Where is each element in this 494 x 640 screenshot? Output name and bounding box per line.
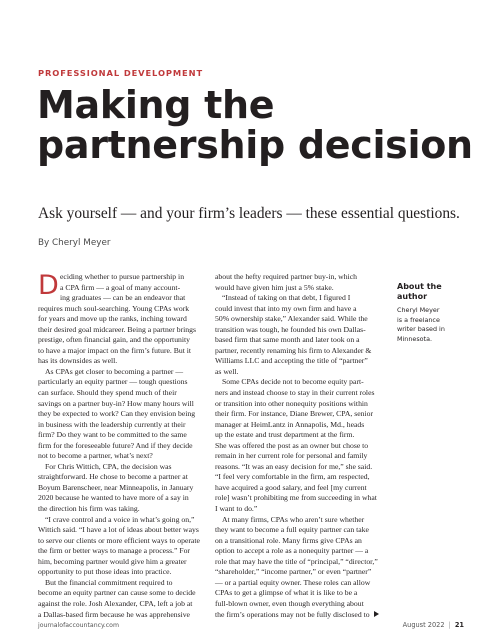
- title-line: Making the: [37, 83, 275, 127]
- body-line: their firm. For instance, Diane Brewer, CPA, senior: [215, 409, 374, 419]
- drop-cap: D: [38, 270, 59, 301]
- body-line: transition was tough, he founded his own Dallas-: [215, 324, 366, 334]
- body-line: they want to become a full equity partner can take: [215, 525, 369, 535]
- body-line: But the financial commitment required to: [45, 577, 173, 587]
- opening-paragraph: [38, 272, 214, 304]
- body-line: “I feel very comfortable in the firm, am respected,: [215, 472, 370, 482]
- body-line: about the hefty required partner buy-in, which: [215, 272, 357, 281]
- body-line: role] wasn’t prohibiting me from succeeding in what: [215, 493, 377, 503]
- author-bio-line: Cheryl Meyer: [397, 306, 440, 314]
- section-label: PROFESSIONAL DEVELOPMENT: [38, 68, 204, 78]
- body-line: or transition into other nonequity positions within: [215, 398, 368, 408]
- body-column-2: [215, 272, 391, 620]
- body-line: for years and move up the ranks, inching toward: [38, 314, 187, 324]
- body-line: up the estate and trust department at the firm.: [215, 430, 355, 440]
- body-line-last: [215, 610, 391, 621]
- article-title: [37, 83, 473, 167]
- byline: By Cheryl Meyer: [38, 238, 111, 248]
- footer-separator: |: [448, 621, 451, 629]
- continue-arrow-icon: [374, 611, 379, 617]
- body-line: to serve our clients or more efficient ways to operate: [38, 535, 200, 545]
- body-line: him, becoming partner would give him a greater: [38, 556, 187, 566]
- body-line: particularly an equity partner — tough questions: [38, 377, 188, 387]
- body-line: has its downsides as well.: [38, 356, 118, 366]
- body-line: requires much soul-searching. Young CPAs work: [38, 303, 190, 313]
- body-line: role that may have the title of “principal,” “director,”: [215, 556, 378, 566]
- body-line: the firm or better ways to manage a process.” For: [38, 546, 190, 556]
- about-author-sidebar: [397, 282, 467, 344]
- body-column-1: [38, 272, 214, 620]
- body-line: would have given him just a 5% stake.: [215, 282, 334, 292]
- body-line: full-blown owner, even though everything about: [215, 598, 364, 608]
- body-line: not to become a partner, what’s next?: [38, 451, 153, 461]
- issue-date: August 2022: [402, 621, 445, 629]
- author-bio-line: writer based in: [397, 325, 445, 333]
- body-line: firm for the foreseeable future? And if they decide: [38, 440, 193, 450]
- body-line: Williams LLC and accepting the title of “partner”: [215, 356, 368, 366]
- author-bio-line: is a freelance: [397, 315, 440, 324]
- body-line: straightforward. He chose to become a partner at: [38, 472, 188, 482]
- body-line: based firm that same month and later took on a: [215, 335, 360, 345]
- body-line: I want to do.”: [215, 504, 258, 514]
- body-line: as well.: [215, 366, 239, 376]
- body-line: to have a major impact on the firm’s future. But it: [38, 345, 192, 355]
- body-line: ing graduates — can be an endeavor that: [60, 293, 186, 303]
- article-subtitle: Ask yourself — and your firm’s leaders — these essential questions.: [38, 205, 460, 222]
- body-line: firm? Do they want to be committed to the same: [38, 430, 187, 440]
- body-line: have acquired a good salary, and feel [my current: [215, 482, 367, 492]
- body-line: a Dallas-based firm because he was apprehensive: [38, 609, 190, 619]
- body-line: “Instead of taking on that debt, I figured I: [222, 293, 351, 303]
- body-line: CPAs to get a glimpse of what it is like to be a: [215, 588, 358, 598]
- body-line: prestige, often financial gain, and the opportunity: [38, 335, 190, 345]
- body-line: For Chris Wittich, CPA, the decision was: [45, 461, 172, 471]
- body-line: become an equity partner can cause some to decide: [38, 588, 196, 598]
- body-line: savings on a partner buy-in? How many hours will: [38, 398, 194, 408]
- footer-issue-info: [403, 621, 464, 629]
- body-line: She was offered the post as an owner but chose to: [215, 440, 369, 450]
- author-bio-line: Minnesota.: [397, 334, 433, 343]
- body-line: At many firms, CPAs who aren’t sure whether: [222, 514, 365, 524]
- footer-website: journalofaccountancy.com: [38, 622, 119, 629]
- title-line: partnership decision: [37, 123, 473, 167]
- body-line: their desired goal midcareer. Being a partner brings: [38, 324, 196, 334]
- body-line: — or a partial equity owner. These roles can allow: [215, 577, 371, 587]
- author-bio: [397, 306, 467, 344]
- body-line: “I crave control and a voice in what’s going on,”: [45, 514, 195, 524]
- body-line: ners and instead choose to stay in their current roles: [215, 388, 375, 398]
- body-line: opportunity to put those ideas into practice.: [38, 567, 172, 577]
- body-line: option to accept a role as a nonequity partner — a: [215, 546, 369, 556]
- body-line: Wittich said. “I have a lot of ideas about better ways: [38, 525, 199, 535]
- body-line: reasons. “It was an easy decision for me,” she said.: [215, 461, 373, 471]
- sidebar-title: [397, 282, 467, 302]
- body-line-text: the firm’s operations may not be fully disclosed to: [215, 609, 370, 619]
- body-line: against the role. Josh Alexander, CPA, left a job at: [38, 598, 193, 608]
- body-line: Boyum Barenscheer, near Minneapolis, in January: [38, 482, 194, 492]
- body-line: the direction his firm was taking.: [38, 504, 140, 514]
- body-line: eciding whether to pursue partnership in: [60, 272, 185, 281]
- body-line: 2020 because he wanted to have more of a say in: [38, 493, 189, 503]
- body-line: 50% ownership stake,” Alexander said. While the: [215, 314, 368, 324]
- page-number: 21: [454, 621, 464, 629]
- body-line: they be expected to work? Can they envision being: [38, 409, 196, 419]
- body-line: Some CPAs decide not to become equity part-: [222, 377, 364, 387]
- body-line: manager at HeimLantz in Annapolis, Md., heads: [215, 419, 365, 429]
- sidebar-title-line: author: [397, 292, 428, 301]
- body-line: “shareholder,” “income partner,” or even “partner”: [215, 567, 372, 577]
- body-line: a CPA firm — a goal of many account-: [60, 282, 181, 292]
- body-line: in business with the leadership currently at their: [38, 419, 186, 429]
- body-line: partner, recently renaming his firm to Alexander &: [215, 345, 372, 355]
- body-line: can surface. Should they spend much of their: [38, 388, 177, 398]
- sidebar-title-line: About the: [397, 282, 442, 291]
- body-line: As CPAs get closer to becoming a partner —: [45, 366, 184, 376]
- body-line: remain in her current role for personal and family: [215, 451, 368, 461]
- body-line: on a transitional role. Many firms give CPAs an: [215, 535, 362, 545]
- body-line: could invest that into my own firm and have a: [215, 303, 357, 313]
